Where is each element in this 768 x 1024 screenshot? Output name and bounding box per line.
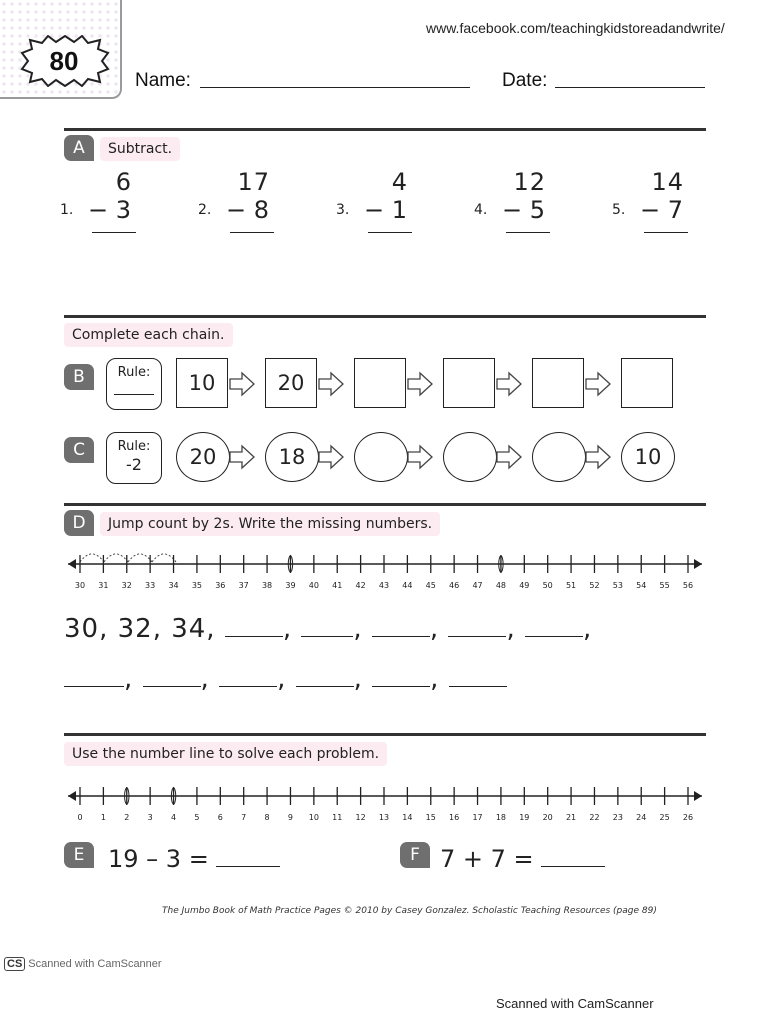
tick-label: 26: [682, 813, 694, 822]
minuend: 4: [391, 168, 408, 196]
page-number: 80: [49, 46, 79, 76]
chain-instruction: Complete each chain.: [64, 323, 233, 347]
tick-label: 56: [682, 581, 694, 590]
answer-blank[interactable]: [64, 686, 124, 687]
answer-blank[interactable]: [219, 686, 277, 687]
minus-sign: −: [88, 196, 109, 224]
sequence-start: 30, 32, 34,: [64, 614, 216, 644]
tick-label: 0: [77, 813, 83, 822]
tick-label: 35: [191, 581, 203, 590]
tick-label: 4: [170, 813, 177, 822]
scanned-text: Scanned with CamScanner: [496, 996, 654, 1011]
tick-label: 3: [147, 813, 153, 822]
arrow-icon: [319, 446, 343, 468]
answer-blank[interactable]: [372, 686, 430, 687]
tick-label: 51: [565, 581, 577, 590]
camscanner-watermark: [4, 957, 162, 971]
answer-blank[interactable]: [449, 686, 507, 687]
tick-label: 23: [612, 813, 623, 822]
tick-label: 36: [215, 581, 226, 590]
minuend: 6: [115, 168, 132, 196]
section-d-rule: [64, 503, 706, 506]
answer-blank[interactable]: [448, 636, 506, 637]
tick-label: 12: [355, 813, 366, 822]
arrow-icon: [497, 446, 521, 468]
jump-arc: [152, 554, 176, 562]
minus-sign: −: [364, 196, 385, 224]
problem-number: 1.: [60, 202, 74, 218]
section-a-instruction: Subtract.: [100, 137, 180, 161]
tick-label: 13: [378, 813, 390, 822]
tick-label: 46: [449, 581, 460, 590]
tick-label: 8: [264, 813, 270, 822]
problem-number: 4.: [474, 202, 488, 218]
tick-label: 25: [659, 813, 670, 822]
answer-blank[interactable]: [225, 636, 283, 637]
tick-label: 48: [495, 581, 507, 590]
problem-number: 2.: [198, 202, 212, 218]
camscanner-logo-icon: CS: [4, 957, 25, 971]
tick-label: 21: [565, 813, 577, 822]
arrow-icon: [586, 373, 610, 395]
chain-circle-6: 10: [621, 432, 675, 482]
section-d-badge: D: [64, 510, 94, 536]
tick-label: 34: [168, 581, 179, 590]
chain-box-2: 20: [265, 358, 317, 408]
tick-label: 1: [100, 813, 106, 822]
answer-blank[interactable]: [143, 686, 201, 687]
tick-label: 30: [74, 581, 86, 590]
subtrahend: 5: [529, 196, 546, 224]
number-line-0-26: [60, 772, 710, 828]
section-e-badge: E: [64, 842, 94, 868]
arrow-icon: [586, 446, 610, 468]
tick-label: 53: [612, 581, 623, 590]
camscanner-text: Scanned with CamScanner: [28, 958, 162, 970]
problem-number: 5.: [612, 202, 626, 218]
tick-label: 16: [449, 813, 460, 822]
jump-sequence-row-2: , , , , ,: [64, 664, 507, 694]
jump-arc: [128, 554, 152, 562]
answer-blank[interactable]: [216, 866, 280, 867]
rule-label: Rule:: [117, 439, 151, 454]
arrow-right-icon: [694, 791, 702, 801]
tick-label: 42: [355, 581, 366, 590]
arrow-icon: [230, 373, 254, 395]
minuend: 17: [237, 168, 270, 196]
arrow-icon: [497, 373, 521, 395]
tick-label: 49: [519, 581, 530, 590]
problem-e-text: 19 – 3 =: [108, 845, 209, 873]
section-a-badge: A: [64, 135, 94, 161]
answer-blank[interactable]: [296, 686, 354, 687]
rule-label: Rule:: [117, 365, 151, 380]
tick-label: 24: [636, 813, 647, 822]
tick-label: 17: [472, 813, 483, 822]
chain-circle-1: 20: [176, 432, 230, 482]
minus-sign: −: [226, 196, 247, 224]
minus-sign: −: [640, 196, 661, 224]
tick-label: 19: [519, 813, 530, 822]
problem-f: [440, 845, 605, 873]
subtrahend: 8: [253, 196, 270, 224]
arrow-left-icon: [68, 559, 76, 569]
subtrahend: 7: [667, 196, 684, 224]
subtrahend: 3: [115, 196, 132, 224]
tick-label: 39: [285, 581, 296, 590]
arrow-left-icon: [68, 791, 76, 801]
tick-label: 7: [241, 813, 247, 822]
tick-label: 14: [402, 813, 413, 822]
problem-number: 3.: [336, 202, 350, 218]
tick-label: 9: [287, 813, 294, 822]
credit-line: The Jumbo Book of Math Practice Pages © 2010 by Casey Gonzalez. Scholastic Teaching Resources (page 89): [162, 906, 657, 916]
minuend: 12: [513, 168, 546, 196]
rule-value: -2: [126, 455, 142, 474]
section-d-instruction: Jump count by 2s. Write the missing numbers.: [100, 512, 440, 536]
tick-label: 52: [589, 581, 600, 590]
jump-sequence: 30, 32, 34, , , , , ,: [64, 614, 593, 644]
arrow-right-icon: [694, 559, 702, 569]
arrow-icon: [230, 446, 254, 468]
section-f-badge: F: [400, 842, 430, 868]
tick-label: 18: [495, 813, 507, 822]
tick-label: 44: [402, 581, 413, 590]
chain-circle-2: 18: [265, 432, 319, 482]
tick-label: 55: [659, 581, 670, 590]
answer-blank[interactable]: [372, 636, 430, 637]
arrow-icon: [408, 446, 432, 468]
name-label: Name:: [135, 70, 191, 91]
tick-label: 31: [98, 581, 109, 590]
tick-label: 15: [425, 813, 436, 822]
jump-arc: [80, 554, 104, 562]
subtrahend: 1: [391, 196, 408, 224]
tick-label: 38: [261, 581, 273, 590]
tick-label: 20: [542, 813, 553, 822]
number-line-30-56: [60, 540, 710, 596]
header-url: www.facebook.com/teachingkidstoreadandwrite/: [426, 20, 725, 36]
chain-box-1: 10: [176, 358, 228, 408]
arrow-icon: [408, 373, 432, 395]
answer-blank[interactable]: [541, 866, 605, 867]
section-b-badge: B: [64, 364, 94, 390]
tick-label: 33: [145, 581, 156, 590]
minuend: 14: [651, 168, 684, 196]
tick-label: 22: [589, 813, 600, 822]
section-c-badge: C: [64, 437, 94, 463]
tick-label: 41: [332, 581, 343, 590]
tick-label: 32: [121, 581, 132, 590]
tick-label: 6: [217, 813, 223, 822]
tick-label: 54: [636, 581, 647, 590]
tick-label: 2: [124, 813, 130, 822]
date-label: Date:: [502, 70, 548, 91]
tick-label: 37: [238, 581, 249, 590]
tick-label: 10: [308, 813, 319, 822]
section-ef-rule: [64, 733, 706, 736]
answer-blank[interactable]: [525, 636, 583, 637]
problem-f-text: 7 + 7 =: [440, 845, 534, 873]
tick-label: 40: [308, 581, 319, 590]
answer-blank[interactable]: [301, 636, 353, 637]
tick-label: 47: [472, 581, 483, 590]
chain-arrows: [0, 0, 768, 500]
problem-e: [108, 845, 280, 873]
tick-label: 11: [332, 813, 343, 822]
tick-label: 45: [425, 581, 436, 590]
tick-label: 43: [378, 581, 390, 590]
arrow-icon: [319, 373, 343, 395]
section-ef-instruction: Use the number line to solve each problem.: [64, 742, 387, 766]
tick-label: 5: [194, 813, 200, 822]
tick-label: 50: [542, 581, 553, 590]
minus-sign: −: [502, 196, 523, 224]
jump-arc: [104, 554, 128, 562]
